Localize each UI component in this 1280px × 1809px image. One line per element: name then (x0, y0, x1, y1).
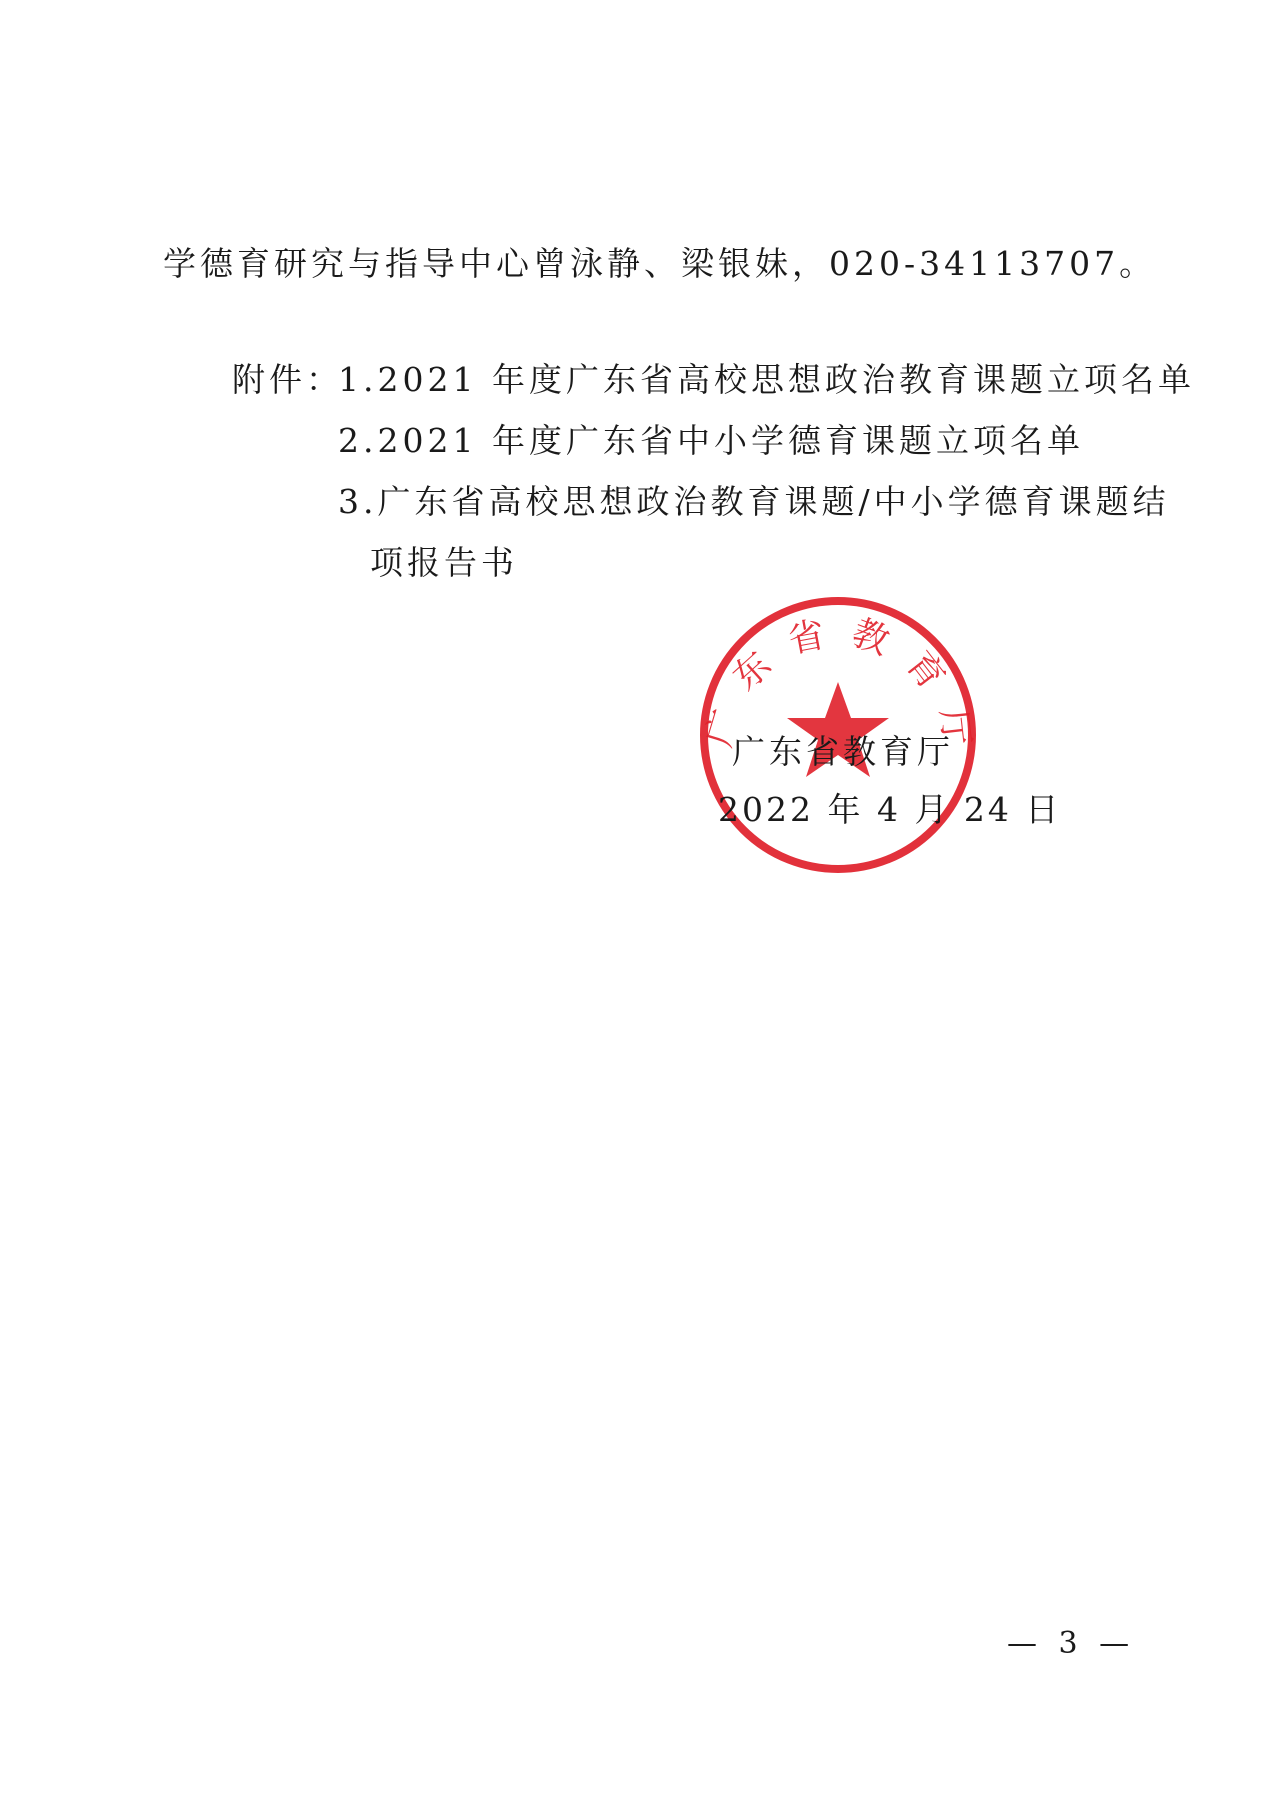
attachment-item-3: 3.广东省高校思想政治教育课题/中小学德育课题结 (338, 482, 1170, 521)
attachment-item-3-continuation: 项报告书 (370, 543, 518, 582)
attachment-item-1: 1.2021 年度广东省高校思想政治教育课题立项名单 (338, 360, 1195, 399)
signature-date: 2022 年 4 月 24 日 (718, 790, 1062, 829)
svg-text:广东省教育厅: 广东省教育厅 (698, 610, 979, 770)
contact-line: 学德育研究与指导中心曾泳静、梁银妹，020-34113707。 (163, 244, 1157, 283)
page-number: — 3 — (1007, 1626, 1136, 1661)
attachment-item-2: 2.2021 年度广东省中小学德育课题立项名单 (338, 421, 1084, 460)
attachments-label: 附件： (232, 360, 343, 399)
signature-organization: 广东省教育厅 (732, 732, 954, 771)
